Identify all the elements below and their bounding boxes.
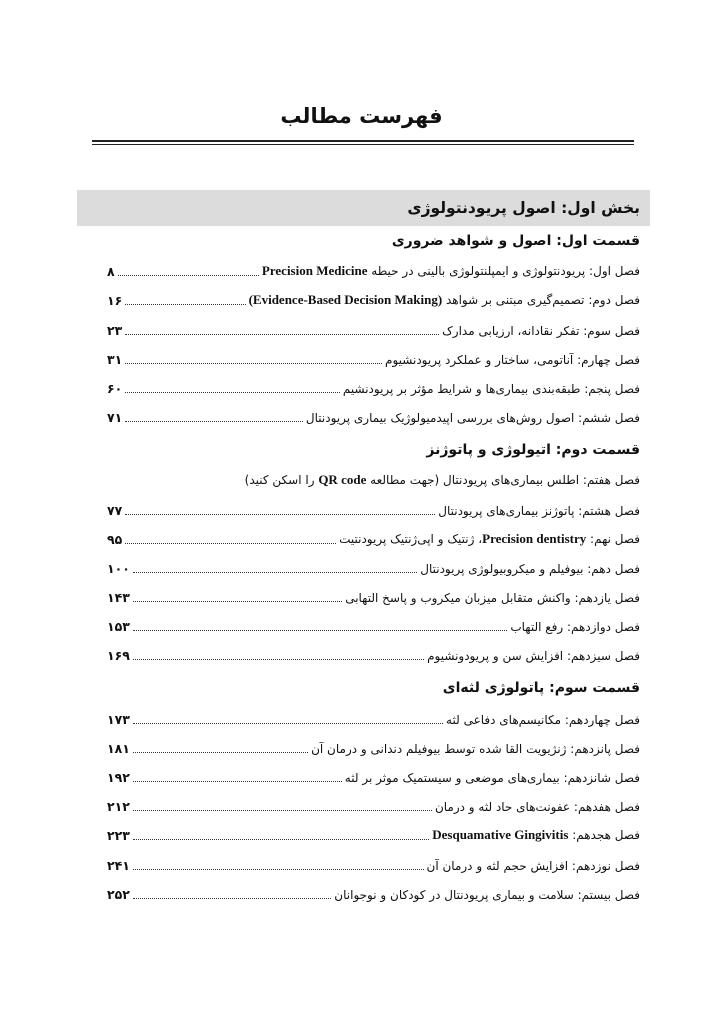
section-header: قسمت اول: اصول و شواهد ضروری: [391, 233, 640, 249]
section-header: قسمت دوم: اتیولوژی و پاتوژنز: [426, 442, 640, 459]
toc-entry[interactable]: [77, 582, 650, 611]
toc-page-number: ۱۴۳: [107, 590, 130, 606]
toc-entry[interactable]: [77, 791, 650, 820]
toc-entry[interactable]: [77, 640, 650, 669]
dot-leader: [125, 334, 439, 335]
dot-leader: [133, 898, 331, 899]
toc-entry[interactable]: [77, 402, 650, 431]
toc-sections: [77, 226, 650, 908]
toc-entry-title: فصل پانزدهم: ژنژیویت القا شده توسط بیوفیلم دندانی و درمان آن: [311, 741, 640, 756]
toc-entry[interactable]: [77, 256, 650, 285]
toc-entry-title: فصل سیزدهم: افزایش سن و پریودونشیوم: [427, 649, 640, 664]
toc-page-number: ۱۷۳: [107, 711, 130, 727]
toc-page-number: ۱۹۲: [107, 770, 130, 785]
toc-page-number: ۷۷: [107, 502, 123, 518]
dot-leader: [133, 752, 308, 753]
toc-entry[interactable]: [77, 820, 650, 849]
title-divider: [92, 140, 634, 145]
toc-entry-title: فصل هجدهم: Desquamative Gingivitis: [432, 827, 640, 843]
toc-page-number: ۱۸۱: [107, 740, 130, 756]
page-title: فهرست مطالب: [280, 104, 443, 128]
toc-entry[interactable]: [77, 879, 650, 908]
toc-entry-title: فصل ششم: اصول روش‌های بررسی اپیدمیولوژیک بیماری پریودنتال: [305, 411, 640, 426]
toc-page-number: ۲۴۱: [107, 857, 130, 873]
dot-leader: [133, 723, 443, 724]
dot-leader: [133, 659, 424, 660]
dot-leader: [133, 781, 342, 782]
toc-entry-title: فصل اول: پریودنتولوژی و ایمپلنتولوژی بالینی در حیطه Precision Medicine: [261, 263, 640, 279]
section-header: قسمت سوم: پاتولوژی لثه‌ای: [442, 680, 640, 697]
dot-leader: [118, 275, 259, 276]
dot-leader: [125, 392, 340, 393]
toc-entry-title: فصل نوزدهم: افزایش حجم لثه و درمان آن: [426, 858, 640, 873]
toc-entry-title: فصل پنجم: طبقه‌بندی بیماری‌ها و شرایط مؤثر بر پریودنشیم: [342, 381, 640, 396]
toc-entry-title: فصل دهم: بیوفیلم و میکروبیولوژی پریودنتال: [420, 561, 640, 576]
toc-entry[interactable]: [77, 524, 650, 553]
toc-entry[interactable]: [77, 285, 650, 314]
dot-leader: [133, 869, 424, 870]
toc-entry-title: فصل دوم: تصمیم‌گیری مبتنی بر شواهد (Evidence-Based Decision Making): [248, 292, 640, 308]
toc-page-number: ۲۵۲: [107, 886, 130, 902]
toc-page-number: ۱۵۳: [107, 619, 130, 635]
toc-entry[interactable]: [77, 314, 650, 343]
table-of-contents: [77, 190, 650, 908]
toc-entry-title: فصل چهارم: آناتومی، ساختار و عملکرد پریودنشیوم: [385, 352, 640, 367]
toc-page-number: ۱۶: [107, 293, 123, 309]
toc-entry[interactable]: [77, 611, 650, 640]
toc-entry[interactable]: [77, 703, 650, 732]
toc-page-number: ۷۱: [107, 410, 123, 426]
toc-entry[interactable]: [77, 849, 650, 878]
toc-entry-title: فصل هفدهم: عفونت‌های حاد لثه و درمان: [434, 800, 640, 815]
toc-page-number: ۱۶۹: [107, 648, 130, 664]
toc-page-number: ۹۵: [107, 531, 123, 547]
toc-entry[interactable]: [77, 494, 650, 523]
dot-leader: [133, 601, 342, 602]
part-header: بخش اول: اصول پریودنتولوژی: [77, 190, 650, 226]
toc-entry[interactable]: [77, 465, 650, 494]
toc-page-number: ۲۳: [107, 322, 123, 338]
toc-page-number: ۸: [107, 264, 115, 280]
toc-entry-title: فصل سوم: تفکر نقادانه، ارزیابی مدارک: [442, 323, 640, 338]
dot-leader: [125, 543, 336, 544]
dot-leader: [133, 839, 429, 840]
dot-leader: [125, 304, 245, 305]
toc-entry-title: فصل چهاردهم: مکانیسم‌های دفاعی لثه: [446, 712, 640, 727]
toc-entry[interactable]: [77, 373, 650, 402]
toc-entry-title: فصل هفتم: اطلس بیماری‌های پریودنتال (جهت مطالعه QR code را اسکن کنید): [244, 472, 640, 488]
dot-leader: [125, 363, 382, 364]
toc-entry-title: فصل یازدهم: واکنش متقابل میزبان میکروب و پاسخ التهابی: [345, 591, 640, 606]
toc-entry[interactable]: [77, 762, 650, 791]
toc-entry[interactable]: [77, 344, 650, 373]
toc-entry[interactable]: [77, 733, 650, 762]
toc-entry-title: فصل نهم: Precision dentistry، ژنتیک و اپی‌ژنتیک پریودنتیت: [339, 530, 640, 546]
toc-page-number: ۳۱: [107, 351, 123, 367]
toc-entry-title: فصل بیستم: سلامت و بیماری پریودنتال در کودکان و نوجوانان: [334, 887, 640, 902]
toc-page-number: ۲۲۳: [107, 828, 130, 844]
toc-page-number: ۲۱۲: [107, 799, 130, 815]
toc-page-number: ۱۰۰: [107, 560, 130, 576]
dot-leader: [125, 421, 303, 422]
toc-entry[interactable]: [77, 553, 650, 582]
toc-entry-title: فصل هشتم: پاتوژنز بیماری‌های پریودنتال: [438, 503, 640, 518]
dot-leader: [133, 572, 417, 573]
dot-leader: [133, 810, 432, 811]
dot-leader: [133, 630, 507, 631]
dot-leader: [125, 514, 435, 515]
toc-page-number: ۶۰: [107, 380, 123, 396]
toc-entry-title: فصل دوازدهم: رفع التهاب: [510, 620, 640, 635]
toc-entry-title: فصل شانزدهم: بیماری‌های موضعی و سیستمیک موثر بر لثه: [344, 771, 640, 785]
